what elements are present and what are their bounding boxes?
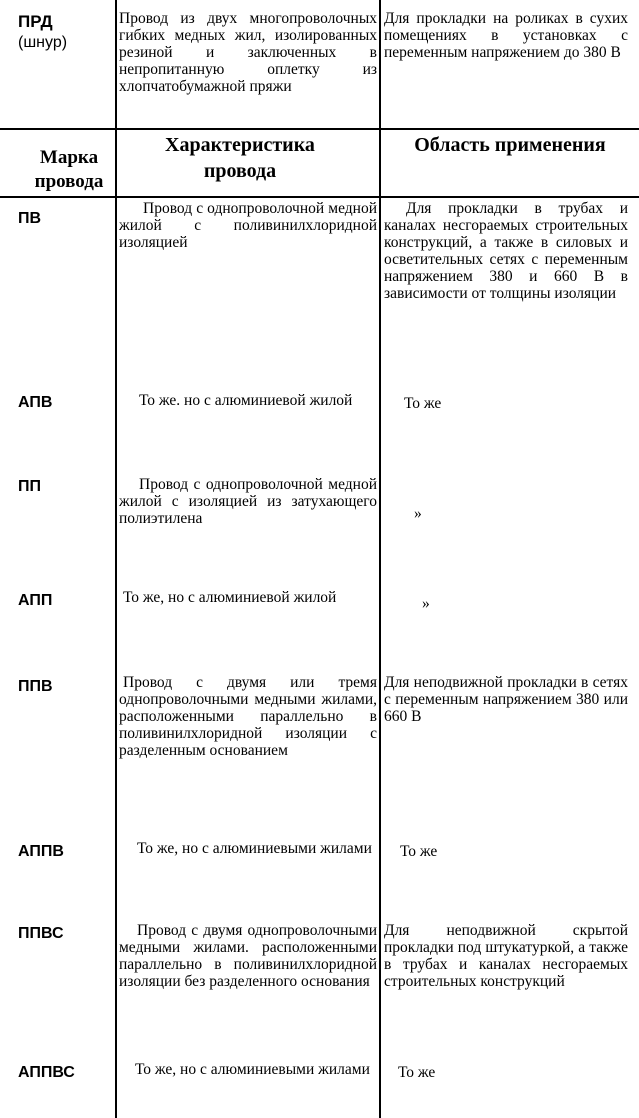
row-characteristic: То же, но с алюминиевыми жилами <box>135 1061 370 1078</box>
row-mark: ППВС <box>18 925 64 942</box>
row-characteristic: Провод с однопроволочной медной жилой с поливинилхлоридной изоляцией <box>119 200 377 251</box>
row-prd-characteristic: Провод из двух многопроволочных гибких медных жил, изолированных резиной и заключенных в непропитанную оплетку из хлопчатобумажной пряжи <box>119 10 377 95</box>
row-mark: АППВС <box>18 1064 75 1081</box>
row-mark: АПП <box>18 592 53 609</box>
row-mark: АПВ <box>18 394 53 411</box>
row-mark: ПП <box>18 478 41 495</box>
header-bottom-rule <box>0 196 639 198</box>
row-characteristic: Провод с однопроволочной медной жилой с изоляцией из затухающего полиэтилена <box>119 476 377 527</box>
row-application: То же <box>398 1064 436 1081</box>
mark-note: (шнур) <box>18 34 68 51</box>
row-application: » <box>414 505 422 522</box>
row-application: То же <box>400 843 438 860</box>
mark-label: ПРД <box>18 12 53 31</box>
row-application: То же <box>404 395 442 412</box>
row-characteristic: Провод с двумя однопроволочными медными жилами. расположенными параллельно в поливинилхлоридной изоляции без разделенного основания <box>119 922 377 990</box>
row-prd-mark <box>18 12 113 51</box>
column-divider <box>379 0 381 1118</box>
row-application: Для неподвижной прокладки в сетях с переменным напряжением 380 или 660 В <box>384 674 628 725</box>
row-characteristic: То же, но с алюминиевыми жилами <box>137 840 372 857</box>
row-application: » <box>422 595 430 612</box>
row-mark: ППВ <box>18 678 53 695</box>
header-top-rule <box>0 128 639 130</box>
header-characteristic: Характеристика провода <box>165 134 315 182</box>
row-characteristic: Провод с двумя или тремя однопроволочными медными жилами, расположенными параллельно в поливинилхлоридной изоляции с разделенным основанием <box>119 674 377 759</box>
row-characteristic: То же, но с алюминиевой жилой <box>123 589 337 606</box>
row-prd-application: Для прокладки на роликах в сухих помещениях в установках с переменным напряжением до 380 В <box>384 10 628 61</box>
header-application: Область применения <box>414 134 606 156</box>
row-characteristic: То же. но с алюминиевой жилой <box>139 392 353 409</box>
row-application: Для прокладки в трубах и каналах несгораемых строительных конструкций, а также в силовых и осветительных сетях с переменным напряжением 380 и 660 В в зависимости от толщины изоляции <box>384 200 628 302</box>
header-mark: Марка провода <box>34 147 104 192</box>
row-application: Для неподвижной скрытой прокладки под штукатуркой, а также в трубах и каналах несгораемых строительных конструкций <box>384 922 628 990</box>
row-mark: АППВ <box>18 843 64 860</box>
table-left-border <box>115 0 117 1118</box>
row-mark: ПВ <box>18 210 42 227</box>
